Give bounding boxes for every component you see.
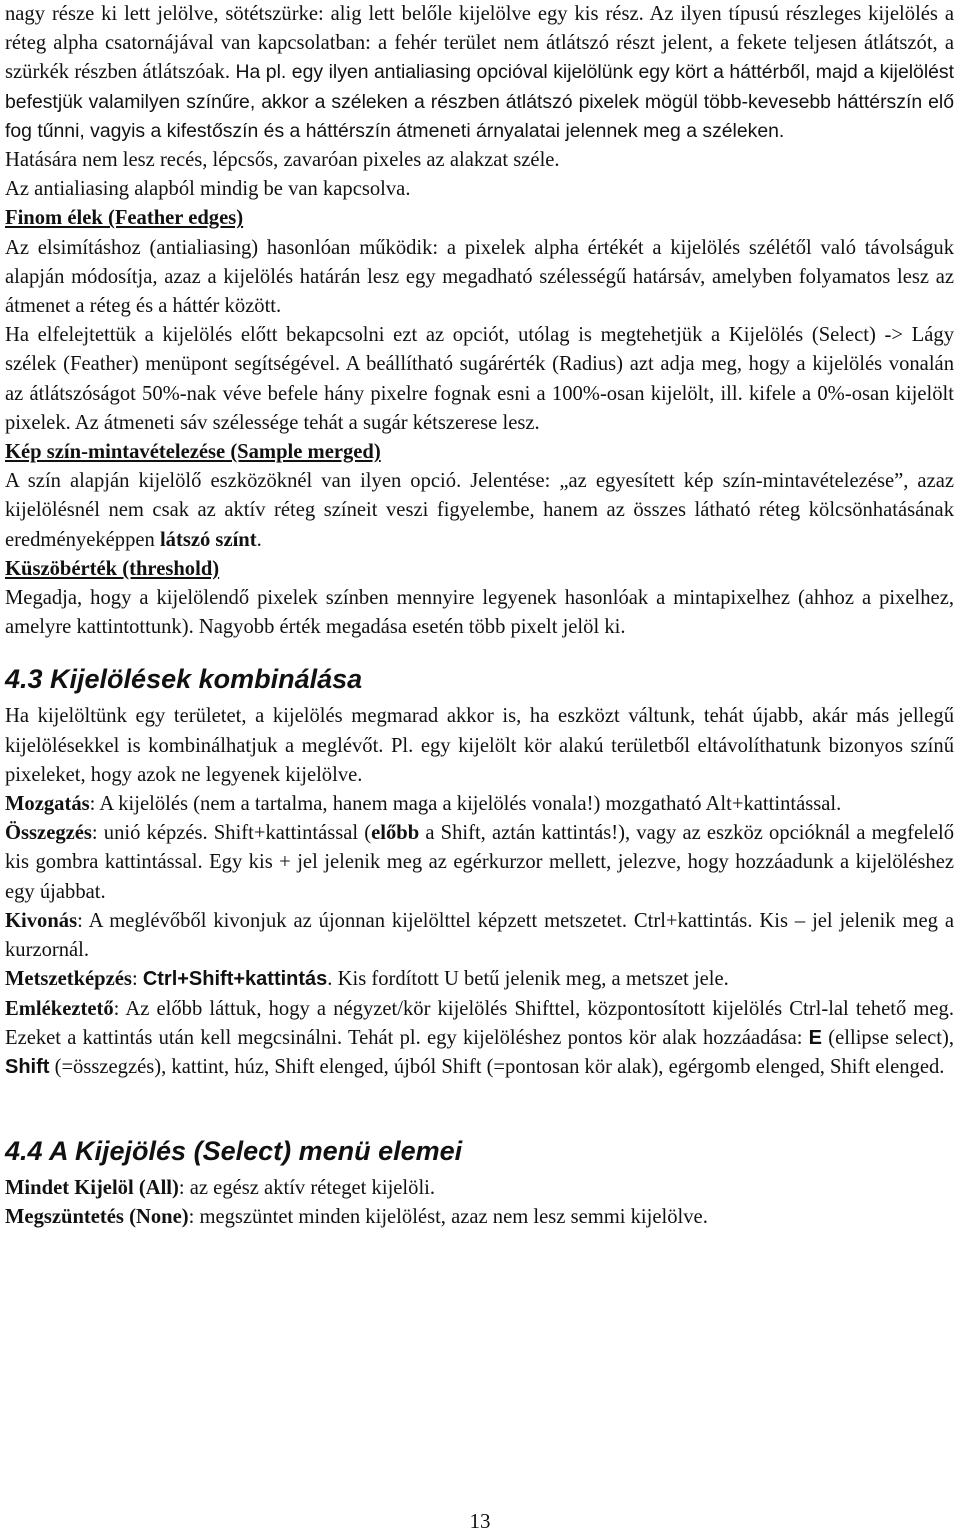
intro-paragraph [5, 0, 954, 146]
move-term: Mozgatás [5, 793, 90, 816]
sample-merged-paragraph [5, 467, 954, 555]
move-paragraph [5, 790, 954, 819]
union-paragraph [5, 819, 954, 907]
select-all-paragraph [5, 1174, 954, 1203]
move-text: : A kijelölés (nem a tartalma, hanem maga a kijelölés vonala!) mozgatható Alt+kattintással. [89, 793, 842, 816]
reminder-key-shift: Shift [5, 1055, 50, 1078]
select-none-paragraph [5, 1203, 954, 1232]
select-all-text: : az egész aktív réteget kijelöli. [178, 1177, 436, 1200]
feather-paragraph-1: Az elsimításhoz (antialiasing) hasonlóan működik: a pixelek alpha értékét a kijelölés szélétől való távolságuk alapján módosítja, azaz a kijelölés határán lesz egy megadható szélességű határsáv, amelyben folyamatos lesz az átmenet a réteg és a háttér között. [5, 236, 954, 318]
intro-text-sans: Ha pl. egy ilyen antialiasing opcióval kijelölünk egy kört a háttérből, majd a kijelölést befestjük valamilyen színűre, akkor a széleken a részben átlátszó pixelek mögül több-kevesebb háttérszín elő fog tűnni, vagyis a kifestőszín és a háttérszín átmeneti árnyalatai jelennek meg a széleken. [5, 61, 954, 142]
union-text-a: : unió képzés. Shift+kattintással ( [91, 822, 372, 845]
page-number: 13 [469, 1509, 491, 1533]
intro-text-serif: nagy része ki lett jelölve, sötétszürke: alig lett belőle kijelölve egy kis rész. Az ilyen típusú részleges kijelölés a réteg alpha csatornájával van kapcsolatban: a fehér terület nem átlátszó részt jelent, a fekete teljesen átlátszót, a szürkék részben átlátszóak. [5, 3, 954, 84]
intersect-keys: Ctrl+Shift+kattintás [142, 968, 328, 991]
reminder-text-c: (=összegzés), kattint, húz, Shift elenged, újból Shift (=pontosan kör alak), egérgomb elenged, Shift elenged. [49, 1055, 945, 1078]
union-bold: előbb [371, 822, 420, 845]
select-none-term: Megszüntetés (None) [5, 1206, 189, 1229]
antialiasing-default: Az antialiasing alapból mindig be van kapcsolva. [5, 178, 411, 201]
subtract-term: Kivonás [5, 909, 78, 932]
antialiasing-effect: Hatására nem lesz recés, lépcsős, zavaróan pixeles az alakzat széle. [5, 149, 560, 172]
intersect-paragraph [5, 965, 954, 994]
sample-merged-end: . [256, 528, 262, 551]
intersect-text: . Kis fordított U betű jelenik meg, a metszet jele. [327, 968, 729, 991]
select-all-term: Mindet Kijelöl (All) [5, 1177, 179, 1200]
intersect-colon: : [131, 968, 143, 991]
section-4-4-heading: 4.4 A Kijejölés (Select) menü elemei [5, 1136, 463, 1167]
intersect-term: Metszetképzés [5, 968, 132, 991]
reminder-term: Emlékeztető [5, 997, 114, 1020]
section-4-3-intro: Ha kijelöltünk egy területet, a kijelölés megmarad akkor is, ha eszközt váltunk, tehát újabb, akár más jellegű kijelölésekkel is kombinálhatjuk a meglévőt. Pl. egy kijelölt kör alakú területből eltávolíthatunk bizonyos színű pixeleket, hogy azok ne legyenek kijelölve. [5, 705, 954, 786]
reminder-paragraph [5, 995, 954, 1083]
reminder-text-a: : Az előbb láttuk, hogy a négyzet/kör kijelölés Shifttel, központosított kijelölés Ctrl-lal tehető meg. Ezeket a kattintás után kell megcsinálni. Tehát pl. egy kijelöléshez pontos kör alak hozzáadása: [5, 997, 954, 1049]
sample-merged-bold: látszó színt [159, 528, 257, 551]
threshold-paragraph: Megadja, hogy a kijelölendő pixelek színben mennyire legyenek hasonlóak a mintapixelhez (ahhoz a pixelhez, amelyre kattintottunk). Nagyobb érték megadása esetén több pixelt jelöl ki. [5, 587, 954, 639]
union-term: Összegzés [5, 822, 92, 845]
subtract-text: : A meglévőből kivonjuk az újonnan kijelölttel képzett metszetet. Ctrl+kattintás. Kis – jel jelenik meg a kurzornál. [5, 909, 954, 962]
section-4-3-heading: 4.3 Kijelölések kombinálása [5, 664, 363, 695]
feather-paragraph-2: Ha elfelejtettük a kijelölés előtt bekapcsolni ezt az opciót, utólag is megtehetjük a Kijelölés (Select) -> Lágy szélek (Feather) menüpont segítségével. A beállítható sugárérték (Radius) azt adja meg, hogy a kijelölés vonalán az átlátszóságot 50%-nak véve befele hány pixelre fognak esni a 100%-osan kijelölt, ill. kifele a 0%-osan kijelölt pixelek. Az átmeneti sáv szélessége tehát a sugár kétszerese lesz. [5, 324, 954, 434]
union-text-b: a Shift, aztán kattintás!), vagy az eszköz opcióknál a megfelelő kis gombra kattintással. Egy kis + jel jelenik meg az egérkurzor mellett, jelezve, hogy hozzáadunk a kijelöléshez egy újabbat. [5, 822, 954, 903]
subtract-paragraph [5, 907, 954, 965]
threshold-heading: Küszöbérték (threshold) [5, 557, 220, 580]
feather-heading: Finom élek (Feather edges) [5, 207, 244, 230]
reminder-key-e: E [808, 1026, 823, 1049]
sample-merged-text: A szín alapján kijelölő eszközöknél van ilyen opció. Jelentése: „az egyesített kép szín-mintavételezése”, azaz kijelölésnél nem csak az aktív réteg színeit veszi figyelembe, hanem az összes látható réteg kölcsönhatásának eredményeképpen [5, 470, 954, 551]
reminder-text-b: (ellipse select), [822, 1026, 954, 1049]
select-none-text: : megszüntet minden kijelölést, azaz nem lesz semmi kijelölve. [188, 1206, 708, 1229]
sample-merged-heading: Kép szín-mintavételezése (Sample merged) [5, 441, 381, 464]
